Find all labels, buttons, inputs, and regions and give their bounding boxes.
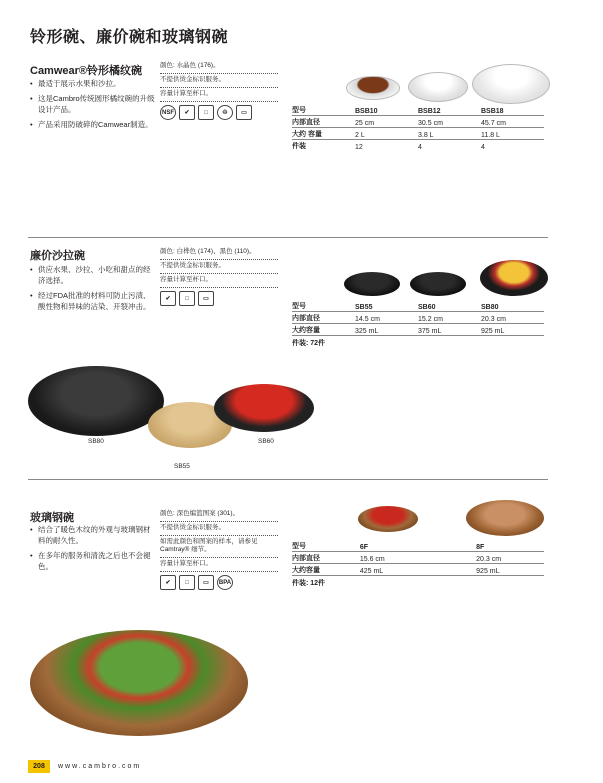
list-item: • 在多年的服务和清洗之后也不会褪色。: [30, 551, 151, 571]
note-color: 颜色: 白桦色 (174)、黑色 (110)。: [160, 246, 278, 260]
truck-icon: ▭: [236, 105, 252, 120]
note-sample: 如需此颜色和图案的样本，请参见Camtray® 细节。: [160, 536, 278, 558]
spec-table-fiberglass: [292, 540, 544, 588]
dishwasher-icon: □: [179, 291, 195, 306]
table-row: 型号 BSB10 BSB12 BSB18: [292, 104, 544, 116]
note-capacity: 容量计算至杯口。: [160, 88, 278, 102]
dishwasher-icon: □: [198, 105, 214, 120]
list-item: • 供应水果、沙拉、小吃和甜点的经济选择。: [30, 265, 151, 285]
section-divider: [28, 479, 548, 480]
notes-budget: [160, 246, 278, 306]
section-title-fiberglass: 玻璃钢碗: [30, 512, 74, 524]
table-row: 型号 SB55 SB60 SB80: [292, 300, 544, 312]
table-row: 内部直径 14.5 cm 15.2 cm 20.3 cm: [292, 312, 544, 324]
bullet-list-camwear: [30, 78, 155, 134]
bowl-6f-image: [358, 506, 418, 532]
bpa-free-icon: BPA: [217, 575, 233, 590]
icon-row: [160, 575, 278, 590]
recycle-icon: ♲: [217, 105, 233, 120]
footer-url[interactable]: www.cambro.com: [58, 763, 142, 770]
icon-row: [160, 105, 278, 120]
truck-icon: ▭: [198, 575, 214, 590]
icon-row: [160, 291, 278, 306]
bowl-sb60-photo: [214, 384, 314, 432]
bullet-list-fiberglass: [30, 524, 155, 576]
caption-sb55: SB55: [174, 463, 190, 470]
check-icon: ✔: [160, 575, 176, 590]
dishwasher-icon: □: [179, 575, 195, 590]
bowl-sb80-image: [480, 260, 548, 296]
caption-sb60: SB60: [258, 438, 274, 445]
caption-sb80: SB80: [88, 438, 104, 445]
bowl-8f-image: [466, 500, 544, 536]
note-capacity: 容量计算至杯口。: [160, 274, 278, 288]
note-logo: 不提供烫金标识服务。: [160, 260, 278, 274]
table-row: 大约容量 425 mL 925 mL: [292, 564, 544, 576]
list-item: • 最适于展示水果和沙拉。: [30, 79, 121, 88]
table-row: 件装 12 4 4: [292, 143, 485, 151]
notes-camwear: [160, 60, 278, 120]
table-row: 型号 6F 8F: [292, 540, 544, 552]
bullet-list-budget: [30, 264, 155, 316]
note-capacity: 容量计算至杯口。: [160, 558, 278, 572]
truck-icon: ▭: [198, 291, 214, 306]
spec-table-budget: [292, 300, 544, 348]
section-divider: [28, 237, 548, 238]
nsf-icon: NSF: [160, 105, 176, 120]
page-title: 铃形碗、廉价碗和玻璃钢碗: [30, 29, 229, 46]
bowl-sb60-image: [410, 272, 466, 296]
check-icon: ✔: [179, 105, 195, 120]
table-row: 内部直径 25 cm 30.5 cm 45.7 cm: [292, 116, 544, 128]
spec-table-camwear: [292, 104, 544, 151]
note-color: 颜色: 水晶色 (176)。: [160, 60, 278, 74]
pack-info: 件装: 72件: [292, 340, 326, 347]
list-item: • 经过FDA批准的材料可防止污渍、酸性物和异味的沾染、开裂冲击。: [30, 291, 151, 311]
note-logo: 不提供烫金标识服务。: [160, 74, 278, 88]
list-item: • 产品采用防破碎的Camwear制造。: [30, 120, 153, 129]
note-color: 颜色: 深色编篮图案 (301)。: [160, 508, 278, 522]
bowl-sb80-photo: [28, 366, 164, 436]
check-icon: ✔: [160, 291, 176, 306]
note-logo: 不提供烫金标识服务。: [160, 522, 278, 536]
section-title-camwear: Camwear®铃形橘纹碗: [30, 65, 143, 77]
table-row: 大约容量 325 mL 375 mL 925 mL: [292, 324, 544, 336]
section-title-budget: 廉价沙拉碗: [30, 250, 85, 262]
bowl-bsb10-image: [346, 76, 400, 100]
notes-fiberglass: [160, 508, 278, 590]
pack-info: 件装: 12件: [292, 580, 326, 587]
table-row: 大约 容量 2 L 3.8 L 11.8 L: [292, 128, 544, 140]
salad-bowl-photo: [30, 630, 248, 736]
bowl-bsb18-image: [472, 64, 550, 104]
table-row: 内部直径 15.6 cm 20.3 cm: [292, 552, 544, 564]
page-number: 208: [28, 760, 50, 773]
bowl-bsb12-image: [408, 72, 468, 102]
bowl-sb55-image: [344, 272, 400, 296]
list-item: • 结合了暖色木纹的外观与玻璃钢材料的耐久性。: [30, 525, 151, 545]
list-item: • 这是Cambro传统圆形橘纹碗的升级设计产品。: [30, 94, 155, 114]
